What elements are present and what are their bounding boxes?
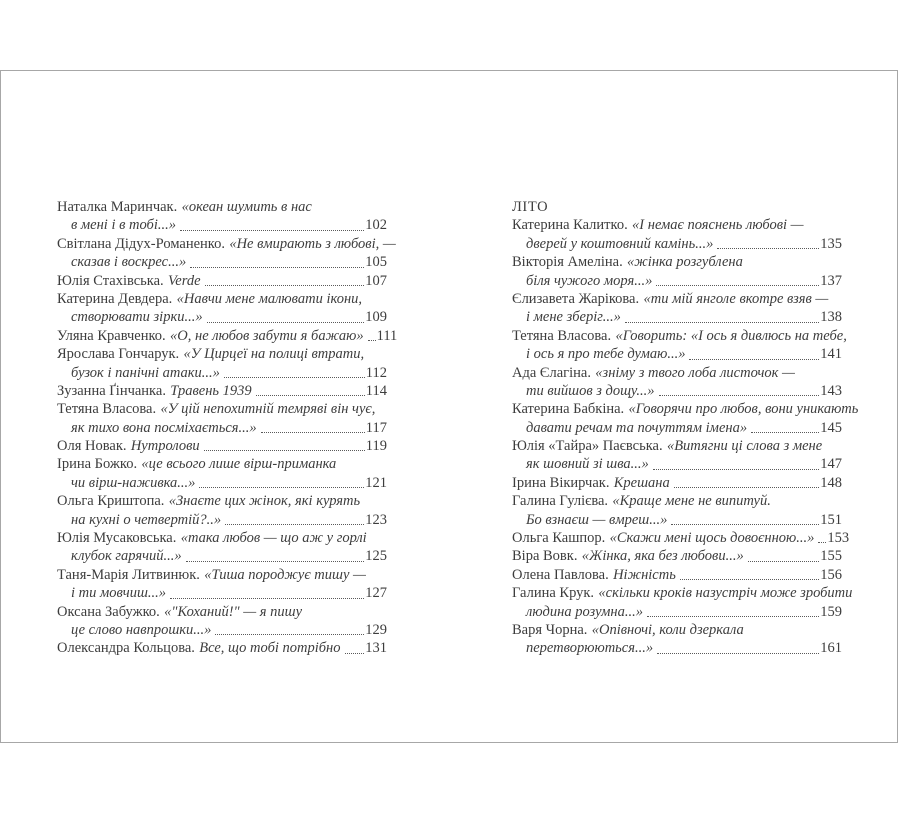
entry-line-continuation <box>512 382 842 400</box>
entry-line <box>512 474 842 492</box>
entry-author: Світлана Дідух-Романенко. <box>57 235 225 252</box>
toc-entry <box>57 345 387 382</box>
entry-title: «жінка розгублена <box>627 254 743 271</box>
toc-entry <box>512 364 842 401</box>
entry-line-continuation <box>57 253 387 271</box>
entry-line <box>512 437 842 455</box>
dot-leader <box>205 285 365 286</box>
entry-title: «Не вмирають з любові, — <box>229 235 396 252</box>
dot-leader <box>671 524 819 525</box>
entry-line-continuation <box>57 621 387 639</box>
entry-page-number: 107 <box>365 272 387 289</box>
toc-entry <box>512 290 842 327</box>
entry-page-number: 102 <box>365 217 387 234</box>
entry-author: Варя Чорна. <box>512 621 588 638</box>
entry-line <box>57 639 387 657</box>
entry-title-continuation: на кухні о четвертій?..» <box>71 511 222 528</box>
entry-title: «Скажи мені щось довоєнною...» <box>609 530 815 547</box>
entry-author: Юлія Мусаковська. <box>57 530 177 547</box>
entry-line <box>57 272 387 290</box>
entry-title-continuation: сказав і воскрес...» <box>71 254 187 271</box>
entry-line <box>512 621 842 639</box>
entry-title-continuation: створювати зірки...» <box>71 309 203 326</box>
toc-entry <box>57 382 387 400</box>
entry-title: «Знаєте цих жінок, які курять <box>168 493 361 510</box>
toc-entry <box>512 621 842 658</box>
entry-author: Галина Гулієва. <box>512 493 609 510</box>
entry-line <box>512 327 847 345</box>
entry-author: Галина Крук. <box>512 585 595 602</box>
toc-entry <box>57 198 387 235</box>
entry-title-continuation: клубок гарячий...» <box>71 548 182 565</box>
entry-line <box>512 566 842 584</box>
entry-author: Ярослава Гончарук. <box>57 346 180 363</box>
entry-author: Ірина Вікирчак. <box>512 474 610 491</box>
entry-author: Юлія «Тайра» Паєвська. <box>512 438 663 455</box>
entry-page-number: 135 <box>820 235 842 252</box>
entry-title: «Навчи мене малювати ікони, <box>176 290 363 307</box>
entry-author: Єлизавета Жарікова. <box>512 290 640 307</box>
entry-title-continuation: ти вийшов з дощу...» <box>526 382 655 399</box>
entry-line-continuation <box>512 639 842 657</box>
entry-page-number: 143 <box>820 382 842 399</box>
entry-page-number: 151 <box>820 511 842 528</box>
entry-title: «Краще мене не випитуй. <box>612 493 771 510</box>
entry-title: Травень 1939 <box>170 382 252 399</box>
dot-leader <box>751 432 819 433</box>
entry-line <box>57 455 387 473</box>
entry-line <box>57 235 396 253</box>
entry-author: Ольга Криштопа. <box>57 493 165 510</box>
entry-title-continuation: і ти мовчиш...» <box>71 585 167 602</box>
entry-title-continuation: і ось я про тебе думаю...» <box>526 346 686 363</box>
entry-page-number: 145 <box>820 419 842 436</box>
entry-title: Крешана <box>613 474 670 491</box>
toc-column-left <box>57 198 398 658</box>
toc-entry <box>57 290 387 327</box>
entry-line-continuation <box>512 603 842 621</box>
entry-title: «Говорить: «І ось я дивлюсь на тебе, <box>615 327 847 344</box>
entry-title-continuation: в мені і в тобі...» <box>71 217 177 234</box>
entry-author: Віра Вовк. <box>512 548 578 565</box>
toc-entry <box>512 216 842 253</box>
entry-title-continuation: Бо взнаєш — вмреш...» <box>526 511 668 528</box>
entry-page-number: 141 <box>820 346 842 363</box>
entry-page-number: 131 <box>365 640 387 657</box>
dot-leader <box>180 230 364 231</box>
toc-entry <box>57 400 387 437</box>
entry-title-continuation: біля чужого моря...» <box>526 272 653 289</box>
entry-page-number: 121 <box>365 474 387 491</box>
dot-leader <box>680 579 819 580</box>
entry-line <box>512 253 842 271</box>
entry-line-continuation <box>57 364 387 382</box>
entry-title-continuation: перетворюються...» <box>526 640 654 657</box>
toc-entry <box>512 492 842 529</box>
entry-author: Тетяна Власова. <box>57 401 157 418</box>
entry-author: Ольга Кашпор. <box>512 530 606 547</box>
entry-author: Юлія Стахівська. <box>57 272 164 289</box>
toc-entry <box>512 547 842 565</box>
entry-title-continuation: це слово навпрошки...» <box>71 621 212 638</box>
toc-entry <box>57 272 387 290</box>
entry-title-continuation: дверей у коштовний камінь...» <box>526 235 714 252</box>
entry-author: Олена Павлова. <box>512 566 609 583</box>
toc-entry <box>57 566 387 603</box>
entry-line <box>512 216 842 234</box>
entry-page-number: 155 <box>820 548 842 565</box>
entry-line <box>57 566 387 584</box>
dot-leader <box>653 469 819 470</box>
toc-entry <box>57 327 398 345</box>
dot-leader <box>656 285 819 286</box>
entry-page-number: 138 <box>820 309 842 326</box>
entry-author: Уляна Кравченко. <box>57 327 166 344</box>
entry-page-number: 127 <box>365 585 387 602</box>
toc-entry <box>512 327 847 364</box>
entry-line <box>512 364 842 382</box>
entry-author: Оля Новак. <box>57 438 127 455</box>
entry-title: «Говорячи про любов, вони уникають <box>628 401 859 418</box>
toc-entry <box>57 455 387 492</box>
dot-leader <box>674 487 819 488</box>
entry-line <box>57 327 398 345</box>
entry-title: «це всього лише вірш-приманка <box>141 456 337 473</box>
entry-author: Оксана Забужко. <box>57 603 160 620</box>
entry-line <box>57 198 387 216</box>
entry-author: Катерина Калитко. <box>512 217 628 234</box>
entry-title-continuation: бузок і панічні атаки...» <box>71 364 220 381</box>
entry-author: Вікторія Амеліна. <box>512 254 623 271</box>
entry-line <box>57 400 387 418</box>
entry-title: «Тиша породжує тишу — <box>204 566 366 583</box>
dot-leader <box>748 561 820 562</box>
entry-title: «Опівночі, коли дзеркала <box>591 621 744 638</box>
dot-leader <box>261 432 365 433</box>
dot-leader <box>717 248 819 249</box>
entry-line <box>57 529 387 547</box>
entry-line-continuation <box>512 345 842 363</box>
section-header: ЛІТО <box>512 199 549 215</box>
entry-title: «океан шумить в нас <box>181 199 312 215</box>
entry-line-continuation <box>512 419 842 437</box>
entry-page-number: 129 <box>365 621 387 638</box>
entry-line-continuation <box>512 511 842 529</box>
toc-entry <box>512 400 859 437</box>
dot-leader <box>207 322 365 323</box>
entry-line <box>512 529 850 547</box>
entry-author: Наталка Маринчак. <box>57 199 178 215</box>
entry-line-continuation <box>57 511 387 529</box>
entry-line <box>57 437 387 455</box>
entry-title: «У цій непохитній темряві він чує, <box>160 401 376 418</box>
entry-title: Все, що тобі потрібно <box>199 640 341 657</box>
entry-line-continuation <box>512 308 842 326</box>
dot-leader <box>199 487 364 488</box>
dot-leader <box>186 561 365 562</box>
entry-page-number: 161 <box>820 640 842 657</box>
entry-title: Ніжність <box>613 566 676 583</box>
entry-line <box>512 400 859 418</box>
entry-page-number: 148 <box>820 474 842 491</box>
dot-leader <box>657 653 819 654</box>
entry-page-number: 114 <box>365 382 387 399</box>
entry-title: «така любов — що аж у горлі <box>180 530 367 547</box>
entry-title: «ти мій янголе вкотре взяв — <box>643 290 829 307</box>
entry-page-number: 111 <box>376 327 398 344</box>
entry-title-continuation: як шовний зі шва...» <box>526 456 649 473</box>
entry-title-continuation: чи вірш-наживка...» <box>71 474 196 491</box>
entry-author: Таня-Марія Литвинюк. <box>57 566 200 583</box>
dot-leader <box>225 524 364 525</box>
dot-leader <box>345 653 365 654</box>
toc-entry <box>57 603 387 640</box>
toc-entry <box>512 437 842 474</box>
entry-title: «"Коханий!" — я пишу <box>164 603 303 620</box>
toc-entry <box>57 639 387 657</box>
toc-entry <box>57 437 387 455</box>
entry-title-continuation: і мене зберіг...» <box>526 309 621 326</box>
entry-line <box>512 492 842 510</box>
entry-title: «У Цирцеї на полиці втрати, <box>183 346 365 363</box>
dot-leader <box>215 634 364 635</box>
entry-title: «І немає пояснень любові — <box>632 217 804 234</box>
entry-page-number: 105 <box>365 254 387 271</box>
entry-line <box>57 345 387 363</box>
dot-leader <box>625 322 819 323</box>
entry-line-continuation <box>57 216 387 234</box>
toc-entry <box>57 529 387 566</box>
dot-leader <box>190 267 364 268</box>
entry-line-continuation <box>57 584 387 602</box>
entry-page-number: 119 <box>365 438 387 455</box>
dot-leader <box>689 359 819 360</box>
entry-line <box>512 290 842 308</box>
entry-title-continuation: давати речам та почуттям імена» <box>526 419 748 436</box>
entry-line-continuation <box>57 474 387 492</box>
dot-leader <box>818 542 826 543</box>
entry-line <box>57 382 387 400</box>
entry-page-number: 109 <box>365 309 387 326</box>
toc-entry <box>512 529 850 547</box>
toc-entry <box>57 235 396 272</box>
entry-title: Verde <box>168 272 201 289</box>
entry-title: «Жінка, яка без любови...» <box>581 548 744 565</box>
entry-line-continuation <box>57 308 387 326</box>
dot-leader <box>256 395 365 396</box>
toc-entry <box>512 253 842 290</box>
toc-entry <box>57 492 387 529</box>
dot-leader <box>170 598 364 599</box>
entry-page-number: 153 <box>827 530 850 547</box>
entry-author: Зузанна Ґінчанка. <box>57 382 166 399</box>
entry-title: «скільки кроків назустріч може зробити <box>598 585 853 602</box>
entry-line <box>57 492 387 510</box>
dot-leader <box>224 377 365 378</box>
entry-line-continuation <box>512 455 842 473</box>
dot-leader <box>204 450 365 451</box>
entry-title-continuation: як тихо вона посміхається...» <box>71 419 257 436</box>
entry-author: Ірина Божко. <box>57 456 138 473</box>
entry-page-number: 123 <box>365 511 387 528</box>
entry-line-continuation <box>57 547 387 565</box>
entry-page-number: 147 <box>820 456 842 473</box>
entry-line-continuation <box>57 419 387 437</box>
entry-title: «О, не любов забути я бажаю» <box>170 327 364 344</box>
entry-page-number: 137 <box>820 272 842 289</box>
entry-title-continuation: людина розумна...» <box>526 603 643 620</box>
entry-author: Тетяна Власова. <box>512 327 612 344</box>
entry-page-number: 117 <box>365 419 387 436</box>
toc-column-right <box>512 198 859 658</box>
entry-line <box>57 603 387 621</box>
entry-author: Катерина Бабкіна. <box>512 401 625 418</box>
entry-author: Ада Єлагіна. <box>512 364 591 381</box>
entry-page-number: 159 <box>820 603 842 620</box>
book-page <box>0 70 898 743</box>
entry-page-number: 125 <box>365 548 387 565</box>
entry-page-number: 156 <box>820 566 842 583</box>
dot-leader <box>659 395 820 396</box>
entry-title: «Витягни ці слова з мене <box>666 438 823 455</box>
entry-author: Катерина Девдера. <box>57 290 173 307</box>
entry-line <box>57 290 387 308</box>
toc-entry <box>512 474 842 492</box>
entry-title: Нутролови <box>130 438 200 455</box>
entry-author: Олександра Кольцова. <box>57 640 195 657</box>
entry-line <box>512 584 853 602</box>
dot-leader <box>647 616 819 617</box>
entry-page-number: 112 <box>365 364 387 381</box>
toc-entry <box>512 584 853 621</box>
entry-title: «зніму з твого лоба листочок — <box>595 364 795 381</box>
entry-line <box>512 547 842 565</box>
entry-line-continuation <box>512 272 842 290</box>
toc-entry <box>512 566 842 584</box>
entry-line-continuation <box>512 235 842 253</box>
dot-leader <box>368 340 376 341</box>
